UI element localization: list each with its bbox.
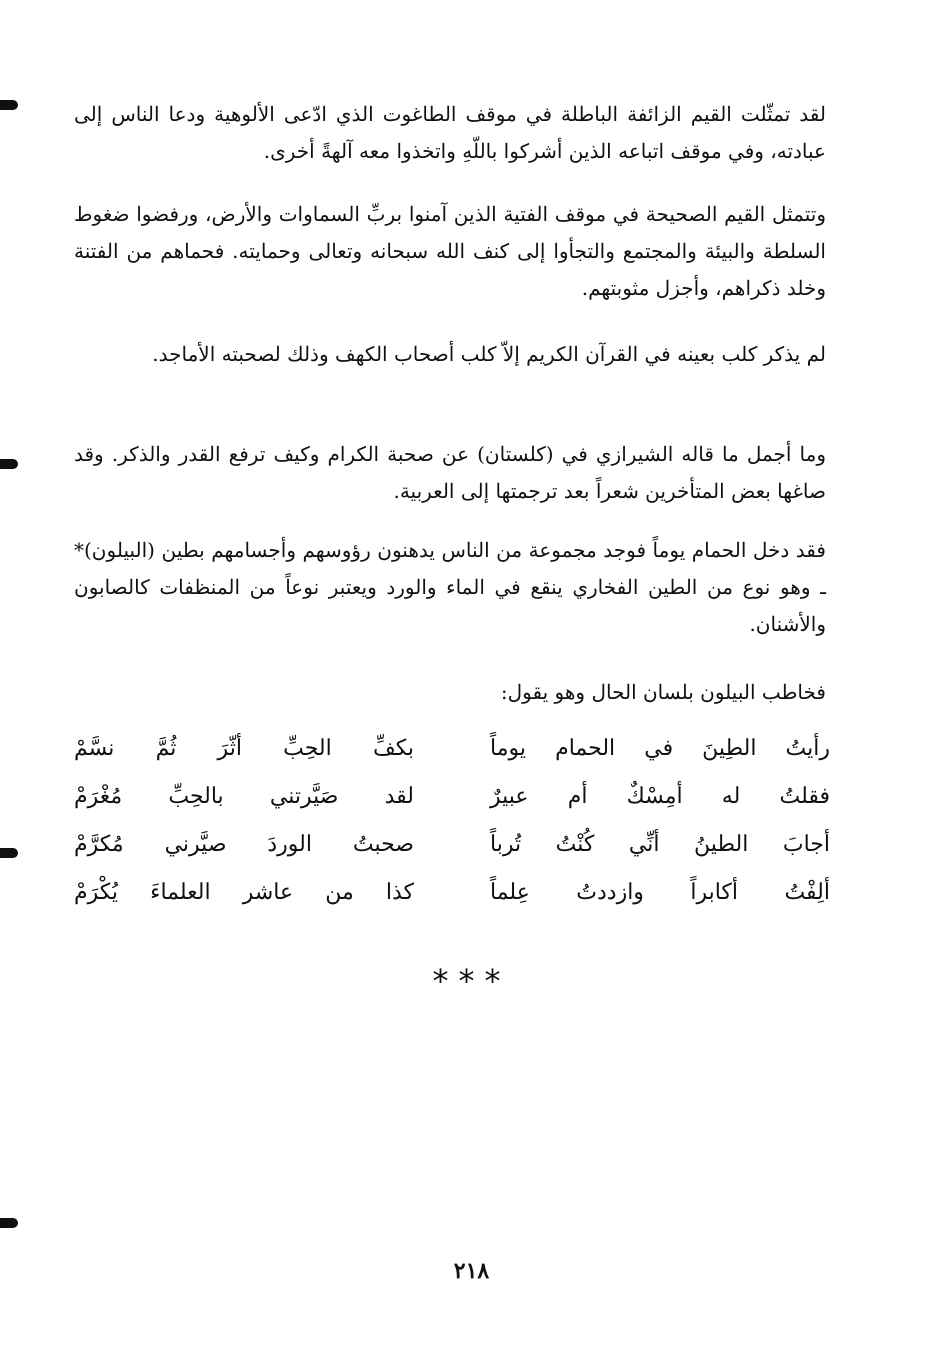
poem-verse <box>74 820 830 868</box>
poem-verse <box>74 724 830 772</box>
verse-second-hemistich: بكفِّ الحِبِّ أثّرَ ثُمَّ نسَّمْ <box>74 735 414 761</box>
verse-first-hemistich: أجابَ الطينُ أنِّي كُنْتُ تُرباً <box>490 831 830 857</box>
verse-second-hemistich: لقد صَيَّرتني بالحِبِّ مُغْرَمْ <box>74 783 414 809</box>
paragraph-2: وتتمثل القيم الصحيحة في موقف الفتية الذين آمنوا بربِّ السماوات والأرض، ورفضوا ضغوط السلطة والبيئة والمجتمع والتجأوا إلى كنف الله سبحانه وتعالى وحمايته. فحماهم من الفتنة وخلد ذكراهم، وأجزل مثوبتهم. <box>74 202 826 300</box>
paragraph-3: لم يذكر كلب بعينه في القرآن الكريم إلاّ كلب أصحاب الكهف وذلك لصحبته الأماجد. <box>152 342 826 366</box>
poem-verse <box>74 772 830 820</box>
verse-first-hemistich: ألِفْتُ أكابراً وازددتُ عِلماً <box>490 879 830 905</box>
poem <box>74 724 830 916</box>
poem-intro: فخاطب البيلون بلسان الحال وهو يقول: <box>500 680 826 704</box>
verse-first-hemistich: فقلتُ له أمِسْكٌ أم عبيرٌ <box>490 783 830 809</box>
paragraph-4: وما أجمل ما قاله الشيرازي في (كلستان) عن صحبة الكرام وكيف ترفع القدر والذكر. وقد صاغها بعض المتأخرين شعراً بعد ترجمتها إلى العربية. <box>74 442 826 503</box>
scan-edge-mark <box>0 100 18 110</box>
section-separator: *** <box>432 962 511 1000</box>
poem-verse <box>74 868 830 916</box>
scan-edge-mark <box>0 459 18 469</box>
verse-first-hemistich: رأيتُ الطِينَ في الحمام يوماً <box>490 735 830 761</box>
paragraph-5: فقد دخل الحمام يوماً فوجد مجموعة من الناس يدهنون رؤوسهم وأجسامهم بطين (البيلون)* ـ وهو نوع من الطين الفخاري ينقع في الماء والورد ويعتبر نوعاً من المنظفات كالصابون والأشنان. <box>74 538 826 636</box>
scan-edge-mark <box>0 848 18 858</box>
verse-second-hemistich: صحبتُ الوردَ صيَّرني مُكرَّمْ <box>74 831 414 857</box>
paragraph-1: لقد تمثّلت القيم الزائفة الباطلة في موقف الطاغوت الذي ادّعى الألوهية ودعا الناس إلى عبادته، وفي موقف اتباعه الذين أشركوا باللّهِ واتخذوا معه آلهةً أخرى. <box>74 102 826 163</box>
scan-edge-mark <box>0 1218 18 1228</box>
page-number: ٢١٨ <box>453 1258 490 1284</box>
verse-second-hemistich: كذا من عاشر العلماءَ يُكْرَمْ <box>74 879 414 905</box>
